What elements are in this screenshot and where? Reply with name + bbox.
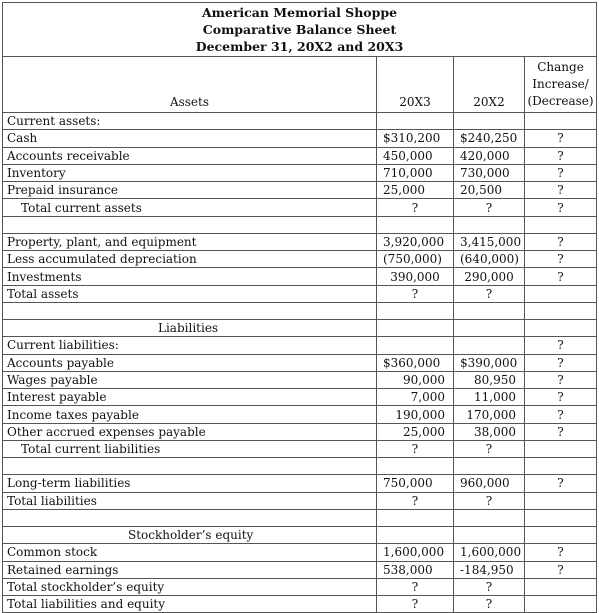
table-row [3, 182, 597, 199]
table-row [3, 544, 597, 561]
row-label: Accounts payable [3, 354, 377, 371]
table-row [3, 475, 597, 492]
spacer-row [3, 302, 597, 319]
value-20x2: 80,950 [454, 371, 525, 388]
table-row [3, 406, 597, 423]
statement-date: December 31, 20X2 and 20X3 [195, 39, 404, 54]
statement-name: Comparative Balance Sheet [202, 22, 397, 37]
table-row [3, 441, 597, 458]
value-20x2: ? [454, 596, 525, 613]
value-20x2: 38,000 [454, 423, 525, 440]
title-block [3, 3, 597, 57]
change-value: ? [525, 371, 597, 388]
value-20x3: 538,000 [377, 561, 454, 578]
row-label: Income taxes payable [3, 406, 377, 423]
row-label: Total assets [3, 285, 377, 302]
row-label: Total current liabilities [3, 441, 377, 458]
change-value: ? [525, 475, 597, 492]
table-row [3, 354, 597, 371]
value-20x2: 420,000 [454, 147, 525, 164]
spacer-row [3, 458, 597, 475]
value-20x3: 7,000 [377, 389, 454, 406]
value-20x2: ? [454, 285, 525, 302]
value-20x2: 730,000 [454, 164, 525, 181]
current-liabilities-label: Current liabilities: [3, 337, 377, 354]
header-row [3, 57, 597, 113]
value-20x2: 290,000 [454, 268, 525, 285]
value-20x2: ? [454, 578, 525, 595]
spacer-row [3, 509, 597, 526]
value-20x2: ? [454, 199, 525, 216]
value-20x3: 90,000 [377, 371, 454, 388]
row-label: Accounts receivable [3, 147, 377, 164]
table-row [3, 268, 597, 285]
value-20x3: 750,000 [377, 475, 454, 492]
row-label: Total liabilities and equity [3, 596, 377, 613]
row-label: Interest payable [3, 389, 377, 406]
change-value: ? [525, 130, 597, 147]
change-value: ? [525, 337, 597, 354]
value-20x3: ? [377, 492, 454, 509]
table-row [3, 285, 597, 302]
value-20x3: 1,600,000 [377, 544, 454, 561]
table-row [3, 337, 597, 354]
row-label: Wages payable [3, 371, 377, 388]
table-row [3, 319, 597, 336]
row-label: Total current assets [3, 199, 377, 216]
row-label: Total stockholder’s equity [3, 578, 377, 595]
row-label: Property, plant, and equipment [3, 233, 377, 250]
change-value: ? [525, 544, 597, 561]
current-assets-label: Current assets: [3, 113, 377, 130]
row-label: Other accrued expenses payable [3, 423, 377, 440]
change-value: ? [525, 561, 597, 578]
table-row [3, 492, 597, 509]
change-value: ? [525, 164, 597, 181]
value-20x3: ? [377, 441, 454, 458]
change-value: ? [525, 354, 597, 371]
change-value: ? [525, 406, 597, 423]
value-20x3: 450,000 [377, 147, 454, 164]
table-row [3, 371, 597, 388]
row-label: Common stock [3, 544, 377, 561]
table-row [3, 596, 597, 613]
balance-sheet [2, 2, 596, 613]
table-row [3, 526, 597, 543]
value-20x3: 710,000 [377, 164, 454, 181]
value-20x3: $310,200 [377, 130, 454, 147]
change-value: ? [525, 251, 597, 268]
value-20x3: ? [377, 285, 454, 302]
row-label: Prepaid insurance [3, 182, 377, 199]
table-row [3, 130, 597, 147]
table-row [3, 164, 597, 181]
table-row [3, 561, 597, 578]
value-20x2: 11,000 [454, 389, 525, 406]
change-value: ? [525, 182, 597, 199]
spacer-row [3, 216, 597, 233]
change-value: ? [525, 268, 597, 285]
table-row [3, 423, 597, 440]
value-20x3: ? [377, 578, 454, 595]
balance-sheet-table [2, 2, 597, 613]
value-20x2: $390,000 [454, 354, 525, 371]
table-row [3, 578, 597, 595]
value-20x2: -184,950 [454, 561, 525, 578]
year-20x2-header: 20X2 [454, 57, 525, 113]
change-value: ? [525, 199, 597, 216]
row-label: Long-term liabilities [3, 475, 377, 492]
value-20x3: 190,000 [377, 406, 454, 423]
table-row [3, 251, 597, 268]
row-label: Total liabilities [3, 492, 377, 509]
value-20x2: (640,000) [454, 251, 525, 268]
liabilities-heading: Liabilities [3, 319, 377, 336]
value-20x2: 20,500 [454, 182, 525, 199]
row-label: Cash [3, 130, 377, 147]
company-name: American Memorial Shoppe [201, 5, 398, 20]
table-row [3, 389, 597, 406]
title-row [3, 3, 597, 57]
value-20x3: ? [377, 596, 454, 613]
value-20x2: $240,250 [454, 130, 525, 147]
value-20x3: 390,000 [377, 268, 454, 285]
value-20x3: 25,000 [377, 182, 454, 199]
table-row [3, 113, 597, 130]
value-20x3: ? [377, 199, 454, 216]
table-row [3, 233, 597, 250]
row-label: Less accumulated depreciation [3, 251, 377, 268]
row-label: Investments [3, 268, 377, 285]
change-header: Change Increase/ (Decrease) [525, 57, 597, 113]
assets-header: Assets [3, 57, 377, 113]
row-label: Retained earnings [3, 561, 377, 578]
table-row [3, 199, 597, 216]
value-20x2: ? [454, 492, 525, 509]
value-20x3: (750,000) [377, 251, 454, 268]
equity-heading: Stockholder’s equity [3, 526, 377, 543]
value-20x2: 1,600,000 [454, 544, 525, 561]
value-20x3: 3,920,000 [377, 233, 454, 250]
table-row [3, 147, 597, 164]
row-label: Inventory [3, 164, 377, 181]
change-value: ? [525, 233, 597, 250]
change-value: ? [525, 423, 597, 440]
value-20x2: ? [454, 441, 525, 458]
change-value: ? [525, 389, 597, 406]
value-20x2: 3,415,000 [454, 233, 525, 250]
change-value: ? [525, 147, 597, 164]
year-20x3-header: 20X3 [377, 57, 454, 113]
value-20x3: 25,000 [377, 423, 454, 440]
value-20x3: $360,000 [377, 354, 454, 371]
value-20x2: 170,000 [454, 406, 525, 423]
value-20x2: 960,000 [454, 475, 525, 492]
